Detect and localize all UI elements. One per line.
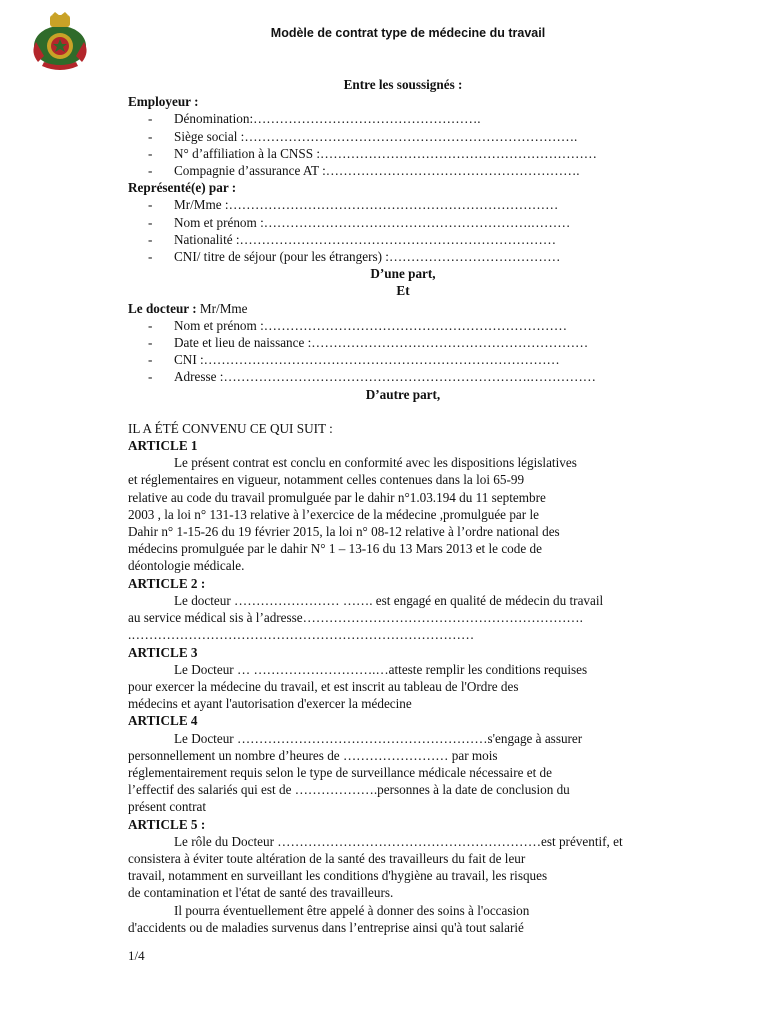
represented-field-id: - CNI/ titre de séjour (pour les étrangers) :………………………………… <box>128 248 678 265</box>
article-1-line: et réglementaires en vigueur, notamment celles contenues dans la loi 65-99 <box>128 472 525 488</box>
article-2-title: ARTICLE 2 : <box>128 575 206 591</box>
and-label: Et <box>396 283 410 299</box>
employer-field-cnss: - N° d’affiliation à la CNSS :……………………………………………………… <box>128 145 678 162</box>
article-5-line: travail, notamment en surveillant les conditions d'hygiène au travail, les risques <box>128 868 548 884</box>
other-part-label: D’autre part, <box>365 386 441 402</box>
doctor-field-name: - Nom et prénom :…………………………………………………………… <box>128 317 678 334</box>
employer-field-insurance: - Compagnie d’assurance AT :…………………………………………………. <box>128 162 678 179</box>
article-4-title: ARTICLE 4 <box>128 713 198 729</box>
article-4-line: personnellement un nombre d’heures de …………………… par mois <box>128 747 498 763</box>
employer-field-denomination: - Dénomination:……………………………………………. <box>128 110 678 127</box>
article-4-line: réglementairement requis selon le type de surveillance médicale nécessaire et de <box>128 764 553 780</box>
employer-label: Employeur : <box>128 94 199 110</box>
article-3-title: ARTICLE 3 <box>128 644 198 660</box>
article-4-line: présent contrat <box>128 799 206 815</box>
article-1-title: ARTICLE 1 <box>128 438 198 454</box>
article-1-line: déontologie médicale. <box>128 558 245 574</box>
contract-body <box>128 76 678 936</box>
article-1-line: Le présent contrat est conclu en conformité avec les dispositions législatives <box>174 455 577 471</box>
employer-field-siege: - Siège social :…………………………………………………………………. <box>128 128 678 145</box>
article-5-line: Le rôle du Docteur ……………………………………………………est préventif, et <box>174 833 623 849</box>
doctor-field-cni: - CNI :……………………………………………………………………… <box>128 351 678 368</box>
article-5-line: consistera à éviter toute altération de la santé des travailleurs du fait de leur <box>128 850 526 866</box>
article-4-line: l’effectif des salariés qui est de ……………….personnes à la date de conclusion du <box>128 782 570 798</box>
article-1-line: relative au code du travail promulguée par le dahir n°1.03.194 du 11 septembre <box>128 489 546 505</box>
article-2-line: au service médical sis à l’adresse………………………………………………………. <box>128 610 583 626</box>
article-2-line: .…………………………………………………………………… <box>128 627 475 643</box>
article-3-line: pour exercer la médecine du travail, et est inscrit au tableau de l'Ordre des <box>128 678 519 694</box>
doctor-field-birth: - Date et lieu de naissance :……………………………………………………… <box>128 334 678 351</box>
article-5-line: Il pourra éventuellement être appelé à donner des soins à l'occasion <box>174 902 530 918</box>
agreement-heading: IL A ÉTÉ CONVENU CE QUI SUIT : <box>128 420 333 436</box>
page-number: 1/4 <box>128 948 145 963</box>
represented-field-nationality: - Nationalité :……………………………………………………………… <box>128 231 678 248</box>
doctor-title-options: Mr/Mme <box>196 300 248 316</box>
represented-field-name: - Nom et prénom :…………………………………………………….……… <box>128 214 678 231</box>
doctor-label-line <box>128 300 678 317</box>
parties-heading: Entre les soussignés : <box>343 77 463 92</box>
article-4-line: Le Docteur …………………………………………………s'engage à assurer <box>174 730 583 746</box>
coat-of-arms-emblem <box>30 12 90 74</box>
article-3-line: Le Docteur … ……………………….…atteste remplir les conditions requises <box>174 661 588 677</box>
article-1-line: médecins promulguée par le dahir N° 1 – 13-16 du 13 Mars 2013 et le code de <box>128 541 542 557</box>
article-1-line: Dahir n° 1-15-26 du 19 février 2015, la loi n° 08-12 relative à l’ordre national des <box>128 524 560 540</box>
one-part-label: D’une part, <box>370 266 436 282</box>
represented-label: Représenté(e) par : <box>128 180 237 196</box>
article-3-line: médecins et ayant l'autorisation d'exercer la médecine <box>128 696 412 712</box>
document-title: Modèle de contrat type de médecine du travail <box>270 26 546 40</box>
article-5-line: d'accidents ou de maladies survenus dans l’entreprise ainsi qu'à tout salarié <box>128 919 524 935</box>
article-5-line: de contamination et l'état de santé des travailleurs. <box>128 885 394 901</box>
doctor-label: Le docteur : <box>128 300 197 316</box>
article-5-title: ARTICLE 5 : <box>128 816 206 832</box>
article-2-line: Le docteur …………………… ……. est engagé en qualité de médecin du travail <box>174 592 604 608</box>
doctor-field-address: - Adresse :…………………………………………………………….…………… <box>128 368 678 385</box>
article-1-line: 2003 , la loi n° 131-13 relative à l’exercice de la médecine ,promulguée par le <box>128 506 539 522</box>
represented-field-title: - Mr/Mme :………………………………………………………………… <box>128 196 678 213</box>
